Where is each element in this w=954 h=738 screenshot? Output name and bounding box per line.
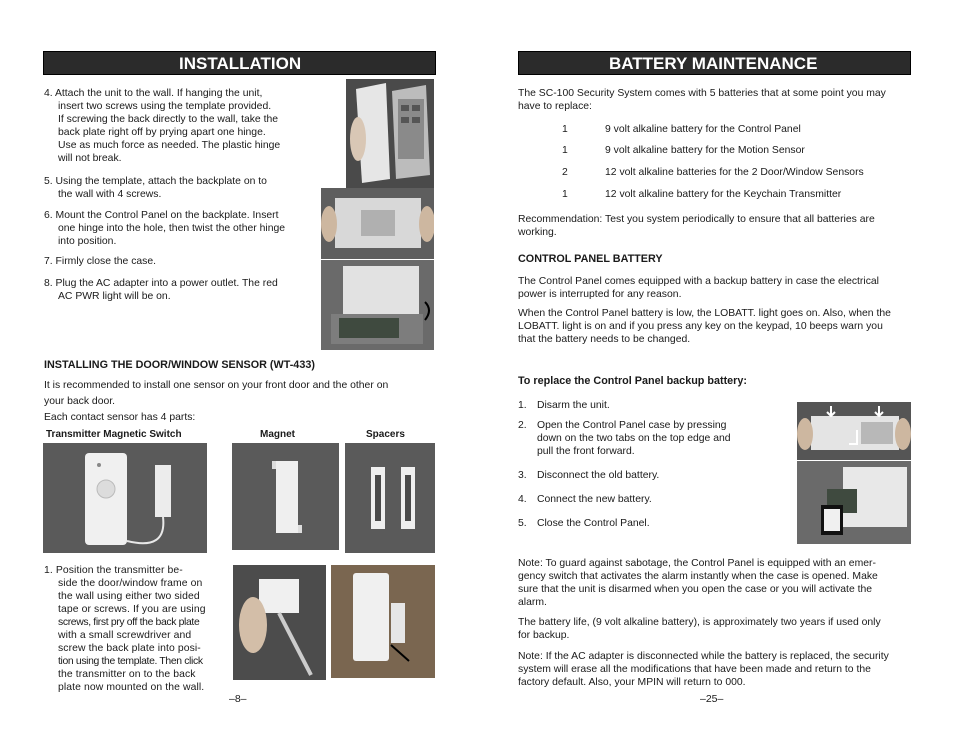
replace-step-line: down on the two tabs on the top edge and <box>537 433 731 444</box>
replace-heading: To replace the Control Panel backup battery: <box>518 375 747 387</box>
position-step-line: plate now mounted on the wall. <box>58 682 205 693</box>
label-transmitter: Transmitter Magnetic Switch <box>46 429 182 440</box>
photo-transmitter <box>43 443 207 553</box>
step-4-line: Use as much force as needed. The plastic hinge <box>58 140 281 151</box>
replace-step-num: 3. <box>518 470 527 481</box>
note-ac-adapter-line: factory default. Also, your MPIN will return to 000. <box>518 677 746 688</box>
replace-step-num: 4. <box>518 494 527 505</box>
step-6-line: one hinge into the hole, then twist the other hinge <box>58 223 286 234</box>
photo-battery-replace <box>797 461 911 544</box>
battery-intro <box>518 87 886 113</box>
step-7-line1: 7. Firmly close the case. <box>44 256 157 267</box>
recommendation-line: working. <box>518 227 557 238</box>
step-5 <box>44 175 304 201</box>
photo-mounted-sensor <box>331 565 435 678</box>
note-ac-adapter-line: Note: If the AC adapter is disconnected while the battery is replaced, the security <box>518 651 889 662</box>
step-4-line: insert two screws using the template provided. <box>58 101 272 112</box>
step-6-line: into position. <box>58 236 117 247</box>
recommendation <box>518 213 875 239</box>
sensor-heading: INSTALLING THE DOOR/WINDOW SENSOR (WT-433) <box>44 359 315 371</box>
step-4-line: will not break. <box>58 153 122 164</box>
note-sabotage-line: alarm. <box>518 597 547 608</box>
position-step-line: side the door/window frame on <box>58 578 203 589</box>
recommendation-line: Recommendation: Test you system periodically to ensure that all batteries are <box>518 214 875 225</box>
replace-step-line: Open the Control Panel case by pressing <box>537 420 727 431</box>
replace-step-num: 2. <box>518 420 527 431</box>
position-step-line: the transmitter on to the back <box>58 669 196 680</box>
cp-para2-line: LOBATT. light is on and if you press any key on the keypad, 10 beeps warn you <box>518 321 883 332</box>
position-step-line: screw the back plate into posi- <box>58 643 201 654</box>
position-step <box>44 564 219 694</box>
position-step-line: tape or screws. If you are using <box>58 604 206 615</box>
battery-intro-line: have to replace: <box>518 101 592 112</box>
note-ac-adapter <box>518 650 889 689</box>
battery-qty: 1 <box>562 124 568 135</box>
step-4-line: If screwing the back directly to the wall, take the <box>58 114 279 125</box>
cp-para1 <box>518 275 879 301</box>
replace-step-line: Disarm the unit. <box>537 400 610 411</box>
note-sabotage-line: sure that the unit is disarmed when you open the case or you will activate the <box>518 584 873 595</box>
photo-backplate-mount <box>321 188 434 259</box>
note-sabotage-line: Note: To guard against sabotage, the Control Panel is equipped with an emer- <box>518 558 876 569</box>
battery-qty: 2 <box>562 167 568 178</box>
cp-para1-line: The Control Panel comes equipped with a backup battery in case the electrical <box>518 276 879 287</box>
step-7 <box>44 255 304 268</box>
left-page-number: –8– <box>229 693 247 705</box>
step-8-line: AC PWR light will be on. <box>58 291 171 302</box>
step-6-line1: 6. Mount the Control Panel on the backplate. Insert <box>44 210 279 221</box>
label-spacers: Spacers <box>366 429 405 440</box>
step-6 <box>44 209 304 248</box>
step-4 <box>44 87 304 165</box>
note-sabotage-line: gency switch that activates the alarm instantly when the case is opened. Make <box>518 571 878 582</box>
step-4-line1: 4. Attach the unit to the wall. If hanging the unit, <box>44 88 263 99</box>
step-5-line1: 5. Using the template, attach the backplate on to <box>44 176 267 187</box>
battery-desc: 9 volt alkaline battery for the Control Panel <box>605 124 801 135</box>
sensor-intro <box>44 378 388 410</box>
replace-step-line: Close the Control Panel. <box>537 518 650 529</box>
label-magnet: Magnet <box>260 429 295 440</box>
cp-para2-line: that the battery needs to be changed. <box>518 334 691 345</box>
position-step-line: screws, first pry off the back plate <box>58 617 200 628</box>
photo-screwdriver <box>233 565 326 680</box>
note-ac-adapter-line: system will erase all the modifications that have been made and return to the <box>518 664 871 675</box>
position-step-line: 1. Position the transmitter be- <box>44 565 183 576</box>
photo-magnet <box>232 443 339 550</box>
battery-qty: 1 <box>562 189 568 200</box>
battery-desc: 12 volt alkaline battery for the Keychain Transmitter <box>605 189 842 200</box>
step-8-line1: 8. Plug the AC adapter into a power outlet. The red <box>44 278 278 289</box>
battery-life <box>518 616 881 642</box>
sensor-intro-line: your back door. <box>44 396 116 407</box>
position-step-line: tion using the template. Then click <box>58 656 203 667</box>
battery-life-line: for backup. <box>518 630 570 641</box>
battery-desc: 12 volt alkaline batteries for the 2 Door/Window Sensors <box>605 167 864 178</box>
battery-life-line: The battery life, (9 volt alkaline battery), is approximately two years if used only <box>518 617 881 628</box>
battery-banner: BATTERY MAINTENANCE <box>518 51 911 75</box>
battery-desc: 9 volt alkaline battery for the Motion Sensor <box>605 145 805 156</box>
sensor-intro-line: It is recommended to install one sensor on your front door and the other on <box>44 380 389 391</box>
cp-para1-line: power is interrupted for any reason. <box>518 289 682 300</box>
position-step-line: the wall using either two sided <box>58 591 200 602</box>
replace-step-line: Connect the new battery. <box>537 494 652 505</box>
photo-hinge-open <box>346 79 434 188</box>
step-5-line: the wall with 4 screws. <box>58 189 162 200</box>
position-step-line: with a small screwdriver and <box>58 630 192 641</box>
replace-step-line: pull the front forward. <box>537 446 635 457</box>
right-page-number: –25– <box>700 693 724 705</box>
cp-para2 <box>518 307 891 346</box>
parts-intro: Each contact sensor has 4 parts: <box>44 412 196 423</box>
battery-qty: 1 <box>562 145 568 156</box>
replace-step-num: 5. <box>518 518 527 529</box>
step-8 <box>44 277 304 303</box>
note-sabotage <box>518 557 878 609</box>
photo-twist-hinge <box>321 260 434 350</box>
replace-step-line: Disconnect the old battery. <box>537 470 660 481</box>
step-4-line: back plate right off by prying apart one hinge. <box>58 127 266 138</box>
installation-banner: INSTALLATION <box>43 51 436 75</box>
battery-intro-line: The SC-100 Security System comes with 5 batteries that at some point you may <box>518 88 886 99</box>
cp-heading: CONTROL PANEL BATTERY <box>518 253 663 265</box>
cp-para2-line: When the Control Panel battery is low, the LOBATT. light goes on. Also, when the <box>518 308 891 319</box>
photo-spacers <box>345 443 435 553</box>
photo-press-tabs <box>797 402 911 460</box>
replace-step-num: 1. <box>518 400 527 411</box>
